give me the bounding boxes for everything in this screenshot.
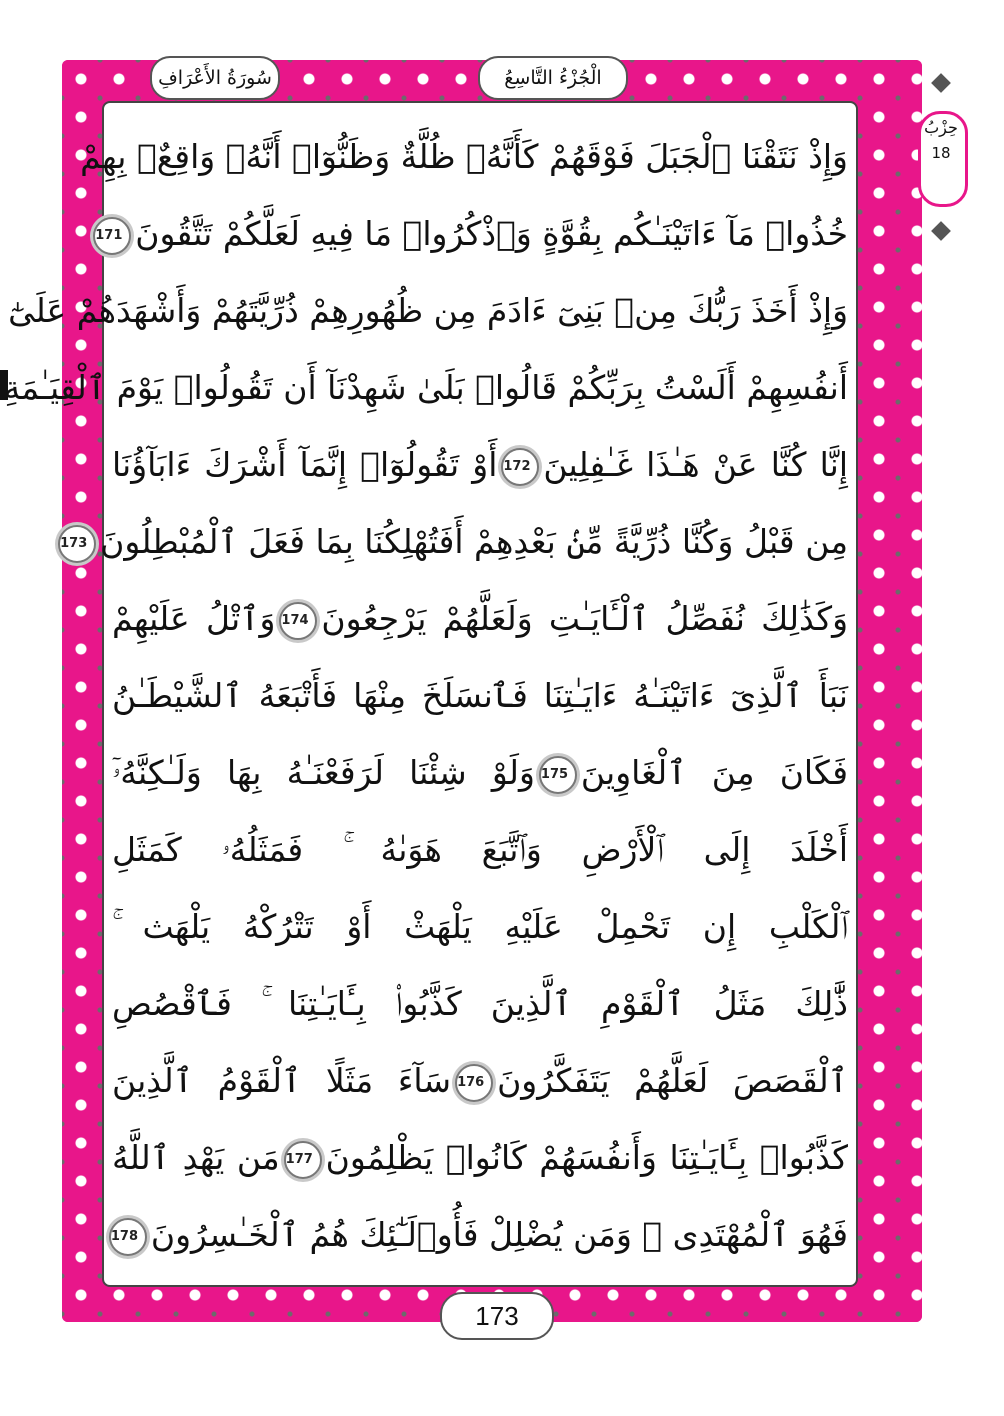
verse-line: خُذُوا۟ مَآ ءَاتَيْنَـٰكُم بِقُوَّةٍ وَٱذْكُرُوا۟ مَا فِيهِ لَعَلَّكُمْ تَتَّقُونَ171 [95,214,848,253]
verse-line: وَكَذَٰلِكَ نُفَصِّلُ ٱلْـَٔايَـٰتِ وَلَعَلَّهُمْ يَرْجِعُونَ174وَٱتْلُ عَلَيْهِمْ [112,599,848,638]
ayah-number-marker: 177 [284,1141,322,1179]
hizb-top-ornament [931,73,951,93]
verse-line: أَخْلَدَ إِلَى ٱلْأَرْضِ وَٱتَّبَعَ هَوَىٰهُ ۚ فَمَثَلُهُۥ كَمَثَلِ [112,830,848,869]
verse-line: ٱلْكَلْبِ إِن تَحْمِلْ عَلَيْهِ يَلْهَثْ أَوْ تَتْرُكْهُ يَلْهَث ۚ [112,907,848,946]
verse-line: أَنفُسِهِمْ أَلَسْتُ بِرَبِّكُمْ قَالُوا۟ بَلَىٰ شَهِدْنَآ أَن تَقُولُوا۟ يَوْمَ ٱلْقِيَـٰمَةِ [3,368,848,407]
ayah-number-marker: 172 [501,448,539,486]
page-number: 173 [440,1292,554,1340]
ayah-number-marker: 173 [58,525,96,563]
hizb-number: 18 [931,144,951,162]
verse-line: فَهُوَ ٱلْمُهْتَدِى ۖ وَمَن يُضْلِلْ فَأُو۟لَـٰٓئِكَ هُمُ ٱلْخَـٰسِرُونَ178 [110,1215,848,1254]
verse-line: مِن قَبْلُ وَكُنَّا ذُرِّيَّةً مِّنۢ بَعْدِهِمْ أَفَتُهْلِكُنَا بِمَا فَعَلَ ٱلْمُبْطِلُونَ173 [60,522,848,561]
juz-title: الْجُزْءُ التَّاسِعُ [478,56,628,100]
verse-lines [3,118,848,1273]
surah-title: سُورَةُ الأَعْرَافِ [150,56,280,100]
verse-line: ٱلْقَصَصَ لَعَلَّهُمْ يَتَفَكَّرُونَ176سَآءَ مَثَلًا ٱلْقَوْمُ ٱلَّذِينَ [112,1061,848,1100]
ayah-number-marker: 174 [279,602,317,640]
hizb-label: حِزْبُ [924,118,958,137]
ayah-number-marker: 178 [109,1218,147,1256]
verse-line: وَإِذْ أَخَذَ رَبُّكَ مِنۢ بَنِىٓ ءَادَمَ مِن ظُهُورِهِمْ ذُرِّيَّتَهُمْ وَأَشْهَدَهُمْ عَلَىٰٓ [8,291,848,330]
ayah-number-marker: 175 [539,756,577,794]
ayah-number-marker: 176 [455,1064,493,1102]
verse-line: كَذَّبُوا۟ بِـَٔايَـٰتِنَا وَأَنفُسَهُمْ كَانُوا۟ يَظْلِمُونَ177مَن يَهْدِ ٱللَّهُ [112,1138,848,1177]
verse-line: إِنَّا كُنَّا عَنْ هَـٰذَا غَـٰفِلِينَ172أَوْ تَقُولُوٓا۟ إِنَّمَآ أَشْرَكَ ءَابَآؤُنَا [112,445,848,484]
verse-line: وَإِذْ نَتَقْنَا ٱلْجَبَلَ فَوْقَهُمْ كَأَنَّهُۥ ظُلَّةٌ وَظَنُّوٓا۟ أَنَّهُۥ وَاقِعٌۢ بِهِمْ [80,137,848,176]
verse-line: فَكَانَ مِنَ ٱلْغَاوِينَ175وَلَوْ شِئْنَا لَرَفَعْنَـٰهُ بِهَا وَلَـٰكِنَّهُۥٓ [112,753,848,792]
hizb-bottom-ornament [931,221,951,241]
verse-line: نَبَأَ ٱلَّذِىٓ ءَاتَيْنَـٰهُ ءَايَـٰتِنَا فَٱنسَلَخَ مِنْهَا فَأَتْبَعَهُ ٱلشَّيْطَـٰنُ [112,676,848,715]
hizb-marker [916,66,966,246]
ayah-number-marker: 171 [93,217,131,255]
verse-line: ذَّٰلِكَ مَثَلُ ٱلْقَوْمِ ٱلَّذِينَ كَذَّبُوا۟ بِـَٔايَـٰتِنَا ۚ فَٱقْصُصِ [112,984,848,1023]
